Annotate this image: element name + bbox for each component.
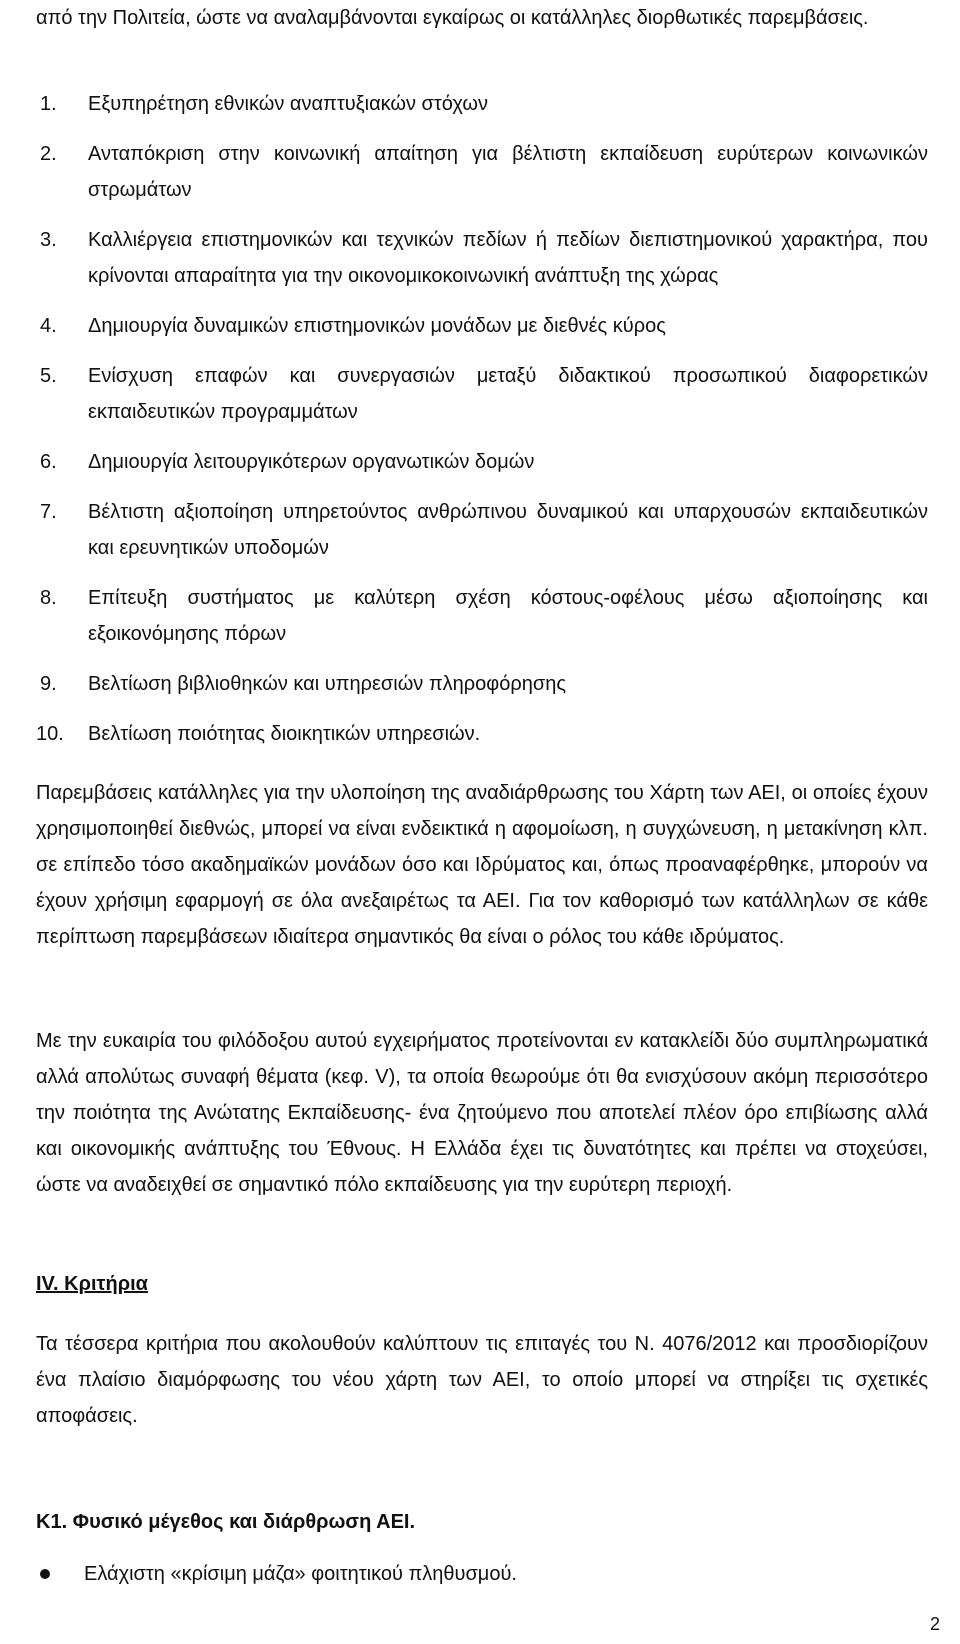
list-item-text: Βέλτιστη αξιοποίηση υπηρετούντος ανθρώπινου δυναμικού και υπαρχουσών εκπαιδευτικών και ερευνητικών υποδομών <box>88 501 928 559</box>
intro-paragraph: από την Πολιτεία, ώστε να αναλαμβάνονται εγκαίρως οι κατάλληλες διορθωτικές παρεμβάσεις. <box>36 7 869 29</box>
list-item <box>36 358 928 430</box>
section-heading: IV. Κριτήρια <box>36 1273 148 1295</box>
page-number: 2 <box>929 1614 940 1634</box>
list-item-text: Καλλιέργεια επιστημονικών και τεχνικών πεδίων ή πεδίων διεπιστημονικού χαρακτήρα, που κρίνονται απαραίτητα για την οικονομικοκοινωνική ανάπτυξη της χώρας <box>88 229 928 287</box>
list-item-text: Εξυπηρέτηση εθνικών αναπτυξιακών στόχων <box>88 93 488 115</box>
list-number: 1. <box>40 93 57 115</box>
list-item <box>36 222 928 294</box>
goals-list <box>36 86 928 766</box>
criteria-intro-paragraph: Τα τέσσερα κριτήρια που ακολουθούν καλύπτουν τις επιταγές του Ν. 4076/2012 και προσδιορίζουν ένα πλαίσιο διαμόρφωσης του νέου χάρτη των ΑΕΙ, το οποίο μπορεί να στηρίξει τις σχετικές αποφάσεις. <box>36 1333 928 1427</box>
list-item-text: Επίτευξη συστήματος με καλύτερη σχέση κόστους-οφέλους μέσω αξιοποίησης και εξοικονόμησης πόρων <box>88 587 928 645</box>
list-item-text: Βελτίωση βιβλιοθηκών και υπηρεσιών πληροφόρησης <box>88 673 566 695</box>
interventions-paragraph: Παρεμβάσεις κατάλληλες για την υλοποίηση της αναδιάρθρωσης του Χάρτη των ΑΕΙ, οι οποίες έχουν χρησιμοποιηθεί διεθνώς, μπορεί να είναι ενδεικτικά η αφομοίωση, η συγχώνευση, η μετακίνηση κλπ. σε επίπεδο τόσο ακαδημαϊκών μονάδων όσο και Ιδρύματος και, όπως προαναφέρθηκε, μπορούν να έχουν χρήσιμη εφαρμογή σε όλα ανεξαιρέτως τα ΑΕΙ. Για τον καθορισμό των κατάλληλων σε κάθε περίπτωση παρεμβάσεων ιδιαίτερα σημαντικός θα είναι ο ρόλος του κάθε ιδρύματος. <box>36 782 928 948</box>
criteria-bullet-list <box>36 1556 928 1592</box>
list-item <box>36 580 928 652</box>
list-item-text: Ανταπόκριση στην κοινωνική απαίτηση για βέλτιστη εκπαίδευση ευρύτερων κοινωνικών στρωμάτων <box>88 143 928 201</box>
list-number: 6. <box>40 451 57 473</box>
list-number: 2. <box>40 143 57 165</box>
list-number: 9. <box>40 673 57 695</box>
list-item <box>36 308 928 344</box>
list-number: 7. <box>40 501 57 523</box>
list-item-text: Δημιουργία δυναμικών επιστημονικών μονάδων με διεθνές κύρος <box>88 315 666 337</box>
list-item <box>36 136 928 208</box>
list-number: 8. <box>40 587 57 609</box>
bullet-text: Ελάχιστη «κρίσιμη μάζα» φοιτητικού πληθυσμού. <box>84 1563 517 1585</box>
bullet-icon <box>40 1569 50 1579</box>
list-item <box>36 666 928 702</box>
list-number: 5. <box>40 365 57 387</box>
conclusion-paragraph: Με την ευκαιρία του φιλόδοξου αυτού εγχειρήματος προτείνονται εν κατακλείδι δύο συμπληρωματικά αλλά απολύτως συναφή θέματα (κεφ. V), τα οποία θεωρούμε ότι θα ενισχύσουν ακόμη περισσότερο την ποιότητα της Ανώτατης Εκπαίδευσης- ένα ζητούμενο που αποτελεί πλέον όρο επιβίωσης αλλά και οικονομικής ανάπτυξης του Έθνους. Η Ελλάδα έχει τις δυνατότητες και πρέπει να στοχεύσει, ώστε να αναδειχθεί σε σημαντικό πόλο εκπαίδευσης για την ευρύτερη περιοχή. <box>36 1030 928 1196</box>
list-item <box>36 444 928 480</box>
subsection-heading: Κ1. Φυσικό μέγεθος και διάρθρωση ΑΕΙ. <box>36 1511 416 1533</box>
bullet-item <box>36 1556 928 1592</box>
list-item-text: Δημιουργία λειτουργικότερων οργανωτικών δομών <box>88 451 535 473</box>
list-item-text: Βελτίωση ποιότητας διοικητικών υπηρεσιών. <box>88 723 481 745</box>
list-item <box>36 494 928 566</box>
list-number: 3. <box>40 229 57 251</box>
list-number: 4. <box>40 315 57 337</box>
list-item <box>36 86 928 122</box>
list-item-text: Ενίσχυση επαφών και συνεργασιών μεταξύ διδακτικού προσωπικού διαφορετικών εκπαιδευτικών προγραμμάτων <box>88 365 928 423</box>
list-item <box>36 716 928 752</box>
list-number: 10. <box>36 723 64 745</box>
